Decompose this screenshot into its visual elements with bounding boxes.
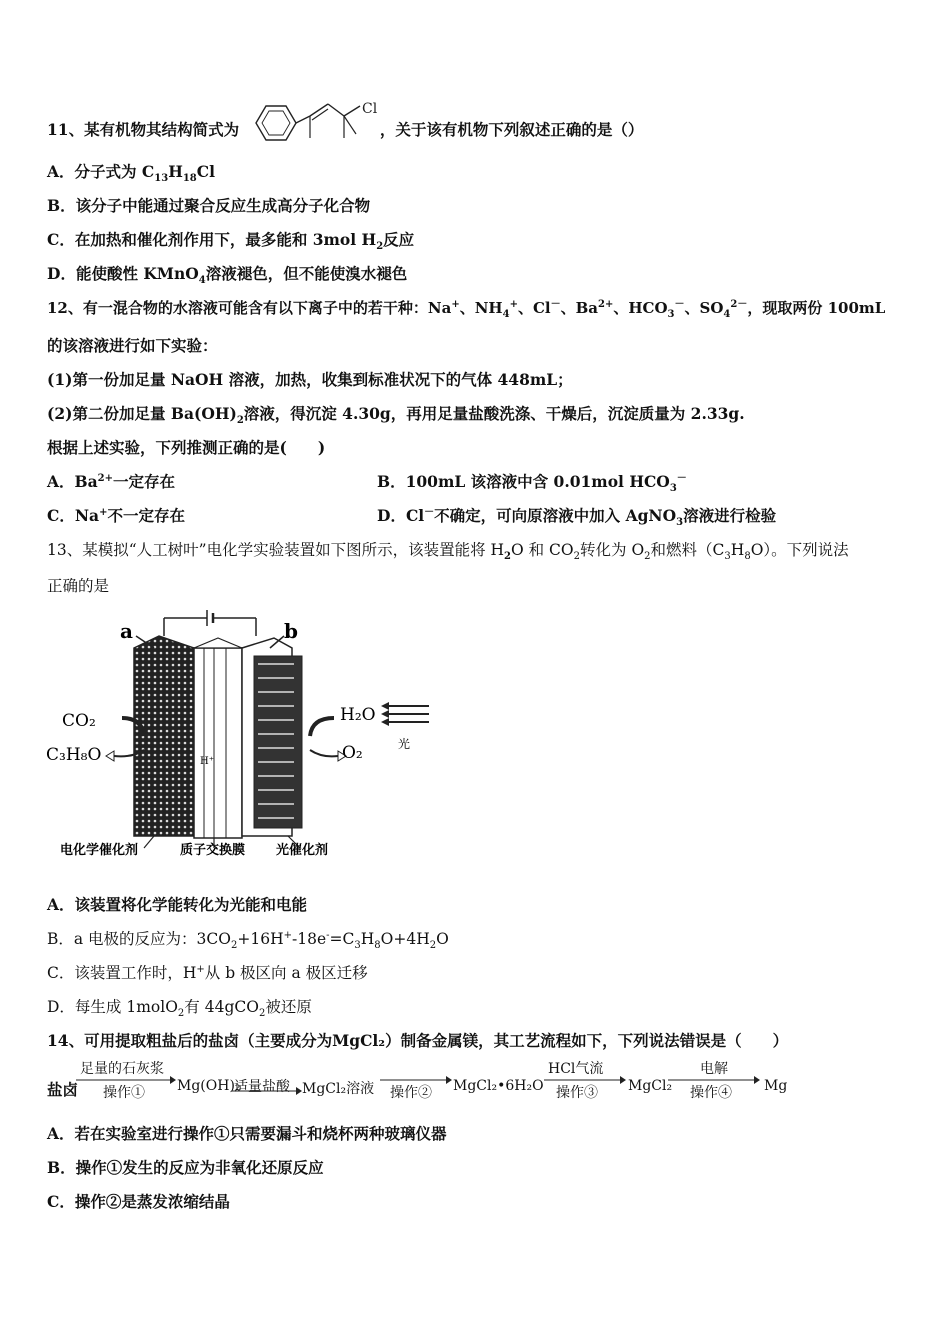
light-label: 光 <box>398 737 411 751</box>
q11-a-sub1: 13 <box>154 173 169 185</box>
q12-l4-sub: 2 <box>236 415 244 427</box>
q13-s5: 8 <box>744 551 751 563</box>
q11-d-sub: 4 <box>198 275 206 287</box>
q11-option-a[interactable] <box>47 162 215 185</box>
flow-above-4: 电解 <box>700 1061 728 1077</box>
q12-stem-line1 <box>47 298 885 318</box>
q13-s3: 2 <box>644 551 651 563</box>
q12-c-pre: C．Na <box>47 506 100 525</box>
q11-structure-cl: Cl <box>362 101 378 117</box>
q11-c-sub: 2 <box>376 241 384 253</box>
q12-sup5: － <box>674 299 685 310</box>
q13-option-d[interactable] <box>47 997 312 1020</box>
electrode-b-label: b <box>284 619 298 643</box>
q12-l4-pre: (2)第二份加足量 Ba(OH) <box>47 404 237 423</box>
q13-l1-c: 转化为 O <box>580 541 645 559</box>
q13-l1-d: 和燃料（C <box>650 541 725 559</box>
q12-d-post: 溶液进行检验 <box>683 506 777 525</box>
q12-experiment-2 <box>47 404 745 427</box>
q12-sup4: 2+ <box>598 299 614 310</box>
o2-label: O₂ <box>342 743 363 763</box>
q13-b-sup2: - <box>326 929 330 941</box>
q12-l1-a: 12、有一混合物的水溶液可能含有以下离子中的若干种：Na <box>47 299 452 317</box>
q12-d-mid: 不确定，可向原溶液中加入 AgNO <box>434 506 677 525</box>
flow-start: 盐卤 <box>47 1080 79 1099</box>
flow-arrow-2 <box>232 1086 302 1096</box>
q13-s4: 3 <box>724 551 731 563</box>
c3h8o-label: C₃H₈O <box>46 745 102 765</box>
q13-a-text: A．该装置将化学能转化为光能和电能 <box>47 895 308 914</box>
q13-l1-f: O）。下列说法 <box>750 541 849 559</box>
flow-product-1: Mg(OH)₂ <box>177 1078 241 1094</box>
q12-a-post: 一定存在 <box>113 472 176 491</box>
q13-d-s1: 2 <box>177 1008 185 1020</box>
q13-b-pre: B．a 电极的反应为：3CO <box>47 930 231 948</box>
q13-l1-e: H <box>730 541 745 559</box>
q13-b-post: O <box>436 930 449 948</box>
q12-sup3: － <box>550 299 561 310</box>
flow-below-2: 操作② <box>390 1085 432 1101</box>
q13-apparatus-diagram <box>44 608 434 863</box>
q11-c-pre: C．在加热和催化剂作用下，最多能和 3mol H <box>47 230 377 249</box>
q12-l1-d: 、Ba <box>560 299 598 317</box>
q13-s1: 2 <box>504 551 511 563</box>
q13-b-m5: O+4H <box>380 930 430 948</box>
q13-s2: 2 <box>573 551 581 563</box>
q13-d-mid: 有 44gCO <box>184 998 259 1016</box>
flow-product-2: MgCl₂溶液 <box>302 1081 375 1097</box>
q13-option-b[interactable] <box>47 929 449 952</box>
co2-label: CO₂ <box>62 711 96 731</box>
q13-b-s4: 8 <box>374 940 381 952</box>
q13-b-s5: 2 <box>429 940 437 952</box>
q11-d-post: 溶液褪色，但不能使溴水褪色 <box>205 264 408 283</box>
q12-c-post: 不一定存在 <box>107 506 185 525</box>
q12-sub5: 3 <box>667 309 675 320</box>
q12-l1-g: ，现取两份 100mL <box>747 299 886 317</box>
q13-c-pre: C．该装置工作时，H <box>47 964 197 982</box>
q13-d-s2: 2 <box>258 1008 266 1020</box>
q12-a-sup: 2+ <box>97 472 114 484</box>
q13-b-s1: 2 <box>231 940 238 952</box>
q13-b-s3: 3 <box>354 940 361 952</box>
q12-sup2: + <box>509 299 518 310</box>
q12-question: 根据上述实验，下列推测正确的是( ) <box>47 438 326 457</box>
q12-sub2: 4 <box>502 309 510 320</box>
q12-option-c[interactable] <box>47 506 185 526</box>
q12-d-sub: 3 <box>676 517 684 529</box>
q11-option-c[interactable] <box>47 230 415 253</box>
q13-c-post: 从 b 极区向 a 极区迁移 <box>204 964 368 982</box>
flow-product-4: MgCl₂ <box>628 1078 673 1094</box>
q14-option-c[interactable]: C．操作②是蒸发浓缩结晶 <box>47 1192 230 1211</box>
flow-below-1: 操作① <box>103 1085 145 1101</box>
q11-a-cl: Cl <box>196 162 215 181</box>
q11-option-d[interactable] <box>47 264 408 287</box>
q12-l1-b: 、NH <box>459 299 503 317</box>
q12-sub6: 4 <box>723 309 731 320</box>
q12-l1-e: 、HCO <box>613 299 668 317</box>
q11-option-b[interactable] <box>47 196 370 216</box>
h2o-label: H₂O <box>340 705 376 725</box>
hplus-label: H⁺ <box>200 756 214 767</box>
q13-b-m3: =C <box>329 930 355 948</box>
q13-stem-line2: 正确的是 <box>47 577 110 595</box>
q11-stem-pre: 11、某有机物其结构简式为 <box>47 120 240 139</box>
q14-stem: 14、可用提取粗盐后的盐卤（主要成分为MgCl₂）制备金属镁，其工艺流程如下，下列说法错误是（ ） <box>47 1031 789 1050</box>
q12-c-sup: + <box>99 506 108 518</box>
q12-d-pre: D．Cl <box>377 506 425 525</box>
q11-a-sub2: 18 <box>182 173 197 185</box>
q12-option-a[interactable] <box>47 472 175 492</box>
q12-b-sup: － <box>676 472 687 484</box>
q13-stem-line1 <box>47 540 849 563</box>
q12-stem-line2: 的该溶液进行如下实验： <box>47 336 218 355</box>
q12-option-d[interactable] <box>377 506 777 529</box>
q11-a-text: A．分子式为 C <box>47 162 155 181</box>
flow-product-3: MgCl₂•6H₂O <box>453 1078 544 1094</box>
q13-d-pre: D．每生成 1molO <box>47 998 178 1016</box>
q13-b-sup1: + <box>283 929 292 941</box>
q12-option-b[interactable] <box>377 472 687 495</box>
q11-b-text: B．该分子中能通过聚合反应生成高分子化合物 <box>47 196 371 215</box>
flow-above-2: 适量盐酸 <box>234 1079 290 1095</box>
q12-l4-post: 溶液，得沉淀 4.30g，再用足量盐酸洗涤、干燥后，沉淀质量为 2.33g. <box>243 404 745 423</box>
q12-sup1: + <box>451 299 460 310</box>
flow-above-3: HCl气流 <box>548 1061 604 1077</box>
flow-below-4: 操作④ <box>690 1085 732 1101</box>
q12-experiment-1: (1)第一份加足量 NaOH 溶液，加热，收集到标准状况下的气体 448mL； <box>47 370 573 389</box>
q12-l1-c: 、Cl <box>517 299 551 317</box>
photocatalyst-label: 光催化剂 <box>276 843 329 858</box>
q13-d-post: 被还原 <box>265 998 312 1016</box>
q13-b-m2: -18e <box>292 930 327 948</box>
flow-above-1: 足量的石灰浆 <box>80 1061 164 1077</box>
q12-d-sup: － <box>424 506 435 518</box>
q13-l1-a: 13、某模拟“人工树叶”电化学实验装置如下图所示，该装置能将 H <box>47 541 505 559</box>
electrode-a-label: a <box>120 619 133 643</box>
flow-below-3: 操作③ <box>556 1085 598 1101</box>
q13-option-a[interactable] <box>47 895 307 915</box>
q13-b-m1: +16H <box>237 930 284 948</box>
q12-b-pre: B．100mL 该溶液中含 0.01mol HCO <box>377 472 670 491</box>
q11-structure-diagram <box>248 96 386 144</box>
q11-d-pre: D．能使酸性 KMnO <box>47 264 199 283</box>
q13-l1-b: O 和 CO <box>511 541 574 559</box>
q11-c-post: 反应 <box>383 230 415 249</box>
q12-b-sub: 3 <box>669 483 677 495</box>
q12-a-pre: A．Ba <box>47 472 98 491</box>
q12-sup6: 2－ <box>730 299 748 310</box>
q12-l1-f: 、SO <box>684 299 724 317</box>
q11-stem-post: ，关于该有机物下列叙述正确的是（） <box>379 120 644 139</box>
q13-option-c[interactable] <box>47 963 368 983</box>
q14-option-b[interactable]: B．操作①发生的反应为非氧化还原反应 <box>47 1158 324 1177</box>
q14-option-a[interactable]: A．若在实验室进行操作①只需要漏斗和烧杯两种玻璃仪器 <box>47 1124 447 1143</box>
electrochemical-catalyst-label: 电化学催化剂 <box>60 843 139 858</box>
proton-membrane-label: 质子交换膜 <box>180 843 246 858</box>
flow-product-5: Mg <box>764 1078 788 1094</box>
q13-c-sup: + <box>196 963 205 975</box>
q11-a-h: H <box>168 162 183 181</box>
q13-b-m4: H <box>360 930 375 948</box>
